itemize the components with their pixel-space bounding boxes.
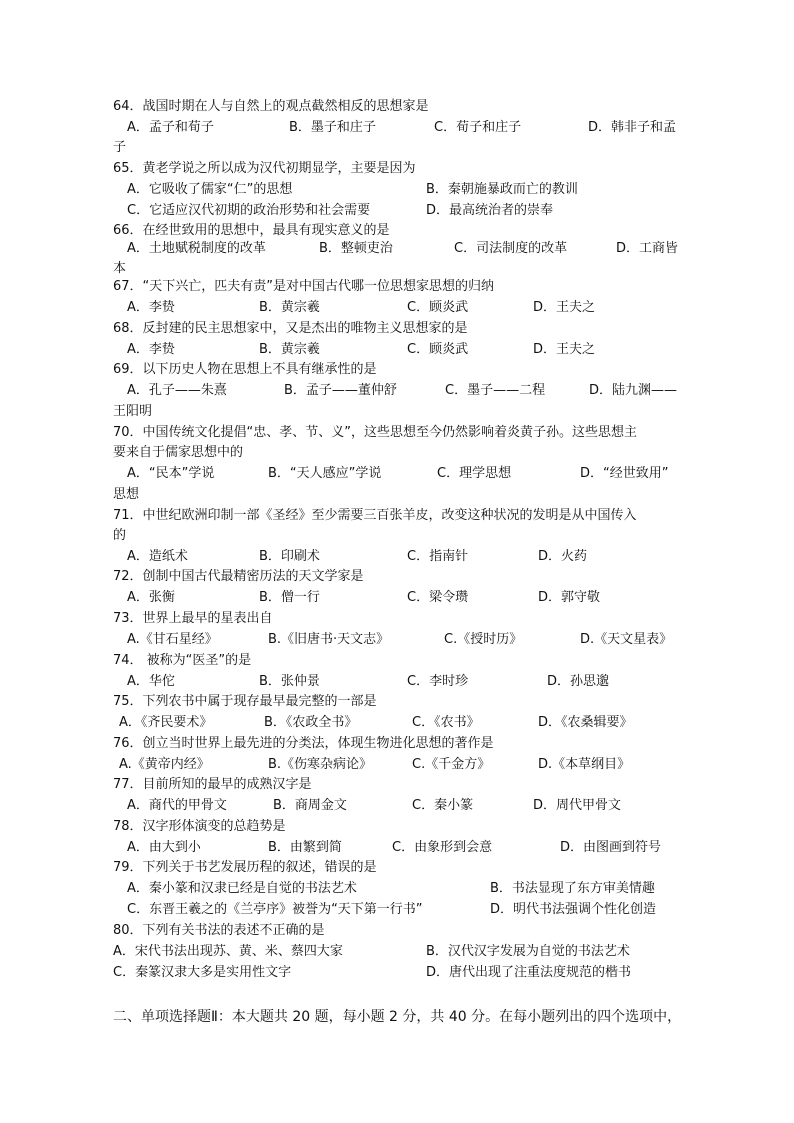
option-c: C．司法制度的改革 bbox=[454, 241, 568, 256]
option-d: D．韩非子和孟 bbox=[588, 120, 677, 135]
option-a: A．“民本”学说 bbox=[127, 466, 215, 481]
question-stem: 79．下列关于书艺发展历程的叙述，错误的是 bbox=[113, 860, 377, 875]
option-d: D．周代甲骨文 bbox=[533, 798, 622, 813]
option-b: B.《伤寒杂病论》 bbox=[268, 757, 373, 772]
option-c: C．理学思想 bbox=[437, 466, 512, 481]
option-c: C.《千金方》 bbox=[412, 757, 491, 772]
section-heading: 二、单项选择题Ⅱ：本大题共 20 题，每小题 2 分，共 40 分。在每小题列出的四个选项中， bbox=[113, 1009, 682, 1025]
option-a: A．李贽 bbox=[127, 300, 175, 315]
option-b: B．孟子——董仲舒 bbox=[284, 383, 397, 398]
option-c: C．指南针 bbox=[407, 549, 469, 564]
option-b: B．黄宗羲 bbox=[259, 300, 320, 315]
question-stem: 70．中国传统文化提倡“忠、孝、节、义”，这些思想至今仍然影响着炎黄子孙。这些思想主 bbox=[113, 425, 638, 440]
option-d: D．火药 bbox=[538, 549, 588, 564]
option-d: D.《本草纲目》 bbox=[538, 757, 631, 772]
question-stem: 74． 被称为“医圣”的是 bbox=[113, 653, 252, 668]
option-d: D．王夫之 bbox=[533, 300, 596, 315]
option-b: B．书法显现了东方审美情趣 bbox=[490, 881, 655, 896]
option-b: B．“天人感应”学说 bbox=[268, 466, 382, 481]
option-continuation: 子 bbox=[113, 140, 127, 155]
option-c: C．东晋王羲之的《兰亭序》被誉为“天下第一行书” bbox=[127, 902, 423, 917]
option-b: B．《农政全书》 bbox=[264, 715, 358, 730]
option-b: B．印刷术 bbox=[259, 549, 320, 564]
option-d: D．唐代出现了注重法度规范的楷书 bbox=[426, 965, 632, 980]
option-b: B．汉代汉字发展为自觉的书法艺术 bbox=[426, 944, 630, 959]
option-d: D．工商皆 bbox=[616, 241, 679, 256]
option-b: B．张仲景 bbox=[259, 674, 320, 689]
option-d: D．由图画到符号 bbox=[560, 840, 662, 855]
option-d: D．“经世致用” bbox=[580, 466, 669, 481]
question-stem: 69．以下历史人物在思想上不具有继承性的是 bbox=[113, 362, 377, 377]
option-d: D．孙思邈 bbox=[547, 674, 610, 689]
option-c: C.《授时历》 bbox=[444, 632, 523, 647]
option-b: B．整顿吏治 bbox=[319, 241, 393, 256]
question-stem: 78．汉字形体演变的总趋势是 bbox=[113, 819, 286, 834]
option-a: A．《齐民要术》 bbox=[119, 715, 213, 730]
question-stem: 65．黄老学说之所以成为汉代初期显学，主要是因为 bbox=[113, 161, 416, 176]
option-a: A．商代的甲骨文 bbox=[127, 798, 227, 813]
option-continuation: 本 bbox=[113, 261, 127, 276]
option-d: D．《农桑辑要》 bbox=[538, 715, 633, 730]
option-c: C．梁令瓒 bbox=[407, 590, 469, 605]
question-stem: 75．下列农书中属于现存最早最完整的一部是 bbox=[113, 694, 377, 709]
question-stem: 76．创立当时世界上最先进的分类法，体现生物进化思想的著作是 bbox=[113, 736, 494, 751]
question-stem: 67．“天下兴亡，匹夫有责”是对中国古代哪一位思想家思想的归纳 bbox=[113, 279, 495, 294]
option-a: A．孔子——朱熹 bbox=[127, 383, 227, 398]
question-stem: 77．目前所知的最早的成熟汉字是 bbox=[113, 777, 312, 792]
option-d: D.《天文星表》 bbox=[580, 632, 673, 647]
option-a: A.《黄帝内经》 bbox=[119, 757, 210, 772]
option-c: C．由象形到会意 bbox=[392, 840, 493, 855]
option-a: A．它吸收了儒家“仁”的思想 bbox=[127, 182, 293, 197]
option-d: D．陆九渊—— bbox=[589, 383, 678, 398]
option-c: C．荀子和庄子 bbox=[434, 120, 522, 135]
option-continuation: 王阳明 bbox=[113, 404, 153, 419]
question-stem-cont: 的 bbox=[113, 528, 127, 543]
option-a: A．土地赋税制度的改革 bbox=[127, 241, 266, 256]
question-stem-cont: 要来自于儒家思想中的 bbox=[113, 445, 244, 460]
option-a: A．由大到小 bbox=[127, 840, 201, 855]
option-c: C．《农书》 bbox=[412, 715, 480, 730]
option-b: B．黄宗羲 bbox=[259, 342, 320, 357]
option-c: C．秦小篆 bbox=[412, 798, 474, 813]
option-a: A．宋代书法出现苏、黄、米、蔡四大家 bbox=[113, 944, 343, 959]
option-continuation: 思想 bbox=[113, 487, 140, 502]
question-stem: 72．创制中国古代最精密历法的天文学家是 bbox=[113, 569, 364, 584]
option-b: B．由繁到简 bbox=[268, 840, 342, 855]
option-a: A．秦小篆和汉隶已经是自觉的书法艺术 bbox=[127, 881, 357, 896]
option-b: B．秦朝施暴政而亡的教训 bbox=[426, 182, 578, 197]
question-stem: 71．中世纪欧洲印制一部《圣经》至少需要三百张羊皮，改变这种状况的发明是从中国传入 bbox=[113, 508, 637, 523]
question-stem: 73．世界上最早的星表出自 bbox=[113, 611, 273, 626]
option-d: D．郭守敬 bbox=[538, 590, 601, 605]
option-a: A．华佗 bbox=[127, 674, 175, 689]
option-a: A．孟子和荀子 bbox=[127, 120, 214, 135]
option-c: C．秦篆汉隶大多是实用性文字 bbox=[113, 965, 292, 980]
option-c: C．它适应汉代初期的政治形势和社会需要 bbox=[127, 203, 371, 218]
option-a: A．李贽 bbox=[127, 342, 175, 357]
option-a: A.《甘石星经》 bbox=[127, 632, 218, 647]
option-b: B．墨子和庄子 bbox=[289, 120, 376, 135]
option-d: D．明代书法强调个性化创造 bbox=[490, 902, 657, 917]
option-d: D．王夫之 bbox=[533, 342, 596, 357]
question-stem: 66．在经世致用的思想中，最具有现实意义的是 bbox=[113, 223, 390, 238]
question-stem: 64．战国时期在人与自然上的观点截然相反的思想家是 bbox=[113, 99, 429, 114]
option-d: D．最高统治者的崇奉 bbox=[426, 203, 554, 218]
option-b: B．僧一行 bbox=[259, 590, 320, 605]
option-c: C．墨子——二程 bbox=[445, 383, 546, 398]
option-c: C．顾炎武 bbox=[407, 300, 469, 315]
option-a: A．造纸术 bbox=[127, 549, 188, 564]
option-c: C．顾炎武 bbox=[407, 342, 469, 357]
option-b: B．商周金文 bbox=[273, 798, 347, 813]
option-c: C．李时珍 bbox=[407, 674, 469, 689]
question-stem: 68．反封建的民主思想家中，又是杰出的唯物主义思想家的是 bbox=[113, 321, 468, 336]
option-a: A．张衡 bbox=[127, 590, 175, 605]
option-b: B.《旧唐书·天文志》 bbox=[268, 632, 390, 647]
question-stem: 80．下列有关书法的表述不正确的是 bbox=[113, 923, 325, 938]
